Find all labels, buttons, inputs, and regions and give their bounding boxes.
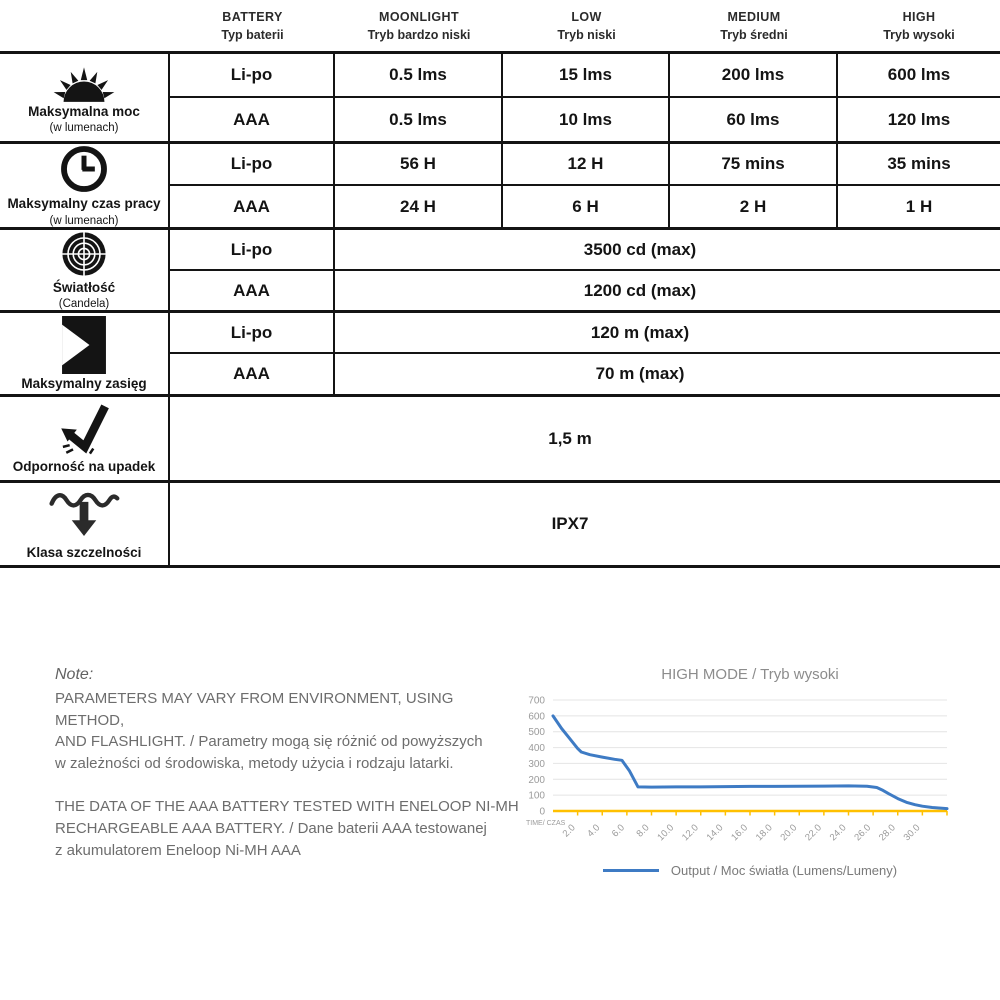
column-header-pl: Typ baterii: [221, 28, 284, 42]
note-line: RECHARGEABLE AAA BATTERY. / Dane baterii AAA testowanej: [55, 819, 487, 837]
row-label: Światłość: [52, 279, 116, 295]
sun-icon: [51, 61, 117, 102]
note-title: Note:: [55, 666, 94, 683]
battery-cell: Li-po: [170, 227, 335, 269]
battery-cell: Li-po: [170, 310, 335, 352]
note-line: AND FLASHLIGHT. / Parametry mogą się różnić od powyższych: [55, 733, 483, 751]
svg-text:700: 700: [528, 695, 545, 707]
svg-text:22.0: 22.0: [803, 822, 824, 844]
battery-cell: AAA: [170, 269, 335, 310]
row-label: Klasa szczelności: [26, 545, 142, 561]
value-cell: 24 H: [335, 184, 503, 227]
clock-icon: [59, 144, 109, 194]
value-cell-merged: 1200 cd (max): [335, 269, 1000, 310]
legend-line-swatch: [603, 869, 659, 872]
value-cell-merged: 3500 cd (max): [335, 227, 1000, 269]
row-sublabel: (Candela): [58, 298, 110, 311]
target-icon: [60, 230, 108, 278]
svg-text:0: 0: [539, 806, 545, 818]
svg-text:30.0: 30.0: [901, 822, 923, 844]
svg-text:18.0: 18.0: [753, 822, 775, 844]
svg-text:24.0: 24.0: [827, 822, 849, 844]
column-header-pl: Tryb średni: [720, 28, 788, 42]
column-header-en: MOONLIGHT: [379, 10, 459, 24]
column-header-pl: Tryb niski: [557, 28, 616, 42]
row-header-runtime: [0, 141, 170, 227]
note-line: w zależności od środowiska, metody użycia i rodzaju latarki.: [55, 754, 454, 772]
svg-text:26.0: 26.0: [852, 822, 874, 844]
column-header-en: MEDIUM: [727, 10, 781, 24]
value-cell: 75 mins: [670, 141, 838, 184]
beam-icon: [61, 316, 107, 374]
header-empty-cell: [0, 0, 170, 51]
impact-arrow-icon: [51, 403, 117, 457]
value-cell: 60 lms: [670, 96, 838, 141]
svg-text:28.0: 28.0: [877, 822, 898, 844]
svg-text:TIME/ CZAS: TIME/ CZAS: [526, 820, 566, 827]
value-cell: 0.5 lms: [335, 51, 503, 96]
column-header-pl: Tryb wysoki: [883, 28, 955, 42]
row-label: Maksymalny zasięg: [21, 375, 147, 391]
svg-text:600: 600: [528, 711, 545, 723]
svg-text:6.0: 6.0: [609, 822, 627, 840]
value-cell: 10 lms: [503, 96, 670, 141]
row-label: Maksymalny czas pracy: [7, 196, 161, 212]
chart-legend: [520, 863, 980, 878]
row-header-max-power: [0, 51, 170, 141]
note-line: PARAMETERS MAY VARY FROM ENVIRONMENT, USING METHOD,: [55, 690, 454, 729]
battery-cell: AAA: [170, 184, 335, 227]
column-header-en: BATTERY: [222, 10, 283, 24]
legend-label: Output / Moc światła (Lumens/Lumeny): [670, 863, 898, 878]
water-submersion-icon: [47, 487, 121, 543]
note-block: [55, 666, 525, 861]
svg-text:4.0: 4.0: [585, 822, 603, 840]
column-header-high: [838, 0, 1000, 51]
value-cell: 120 lms: [838, 96, 1000, 141]
row-sublabel: (w lumenach): [49, 122, 119, 135]
value-cell: 35 mins: [838, 141, 1000, 184]
value-cell: 600 lms: [838, 51, 1000, 96]
svg-text:16.0: 16.0: [729, 822, 751, 844]
svg-text:8.0: 8.0: [634, 822, 652, 840]
svg-text:20.0: 20.0: [778, 822, 800, 844]
column-header-medium: [670, 0, 838, 51]
svg-text:100: 100: [528, 790, 545, 802]
runtime-chart: [520, 660, 1000, 895]
column-header-low: [503, 0, 670, 51]
svg-text:500: 500: [528, 727, 545, 739]
value-cell: 12 H: [503, 141, 670, 184]
value-cell: 2 H: [670, 184, 838, 227]
row-label: Odporność na upadek: [12, 458, 156, 474]
note-line: z akumulatorem Eneloop Ni-MH AAA: [55, 841, 301, 859]
value-cell-merged: 120 m (max): [335, 310, 1000, 352]
chart-title: HIGH MODE / Tryb wysoki: [661, 666, 839, 683]
value-cell: 6 H: [503, 184, 670, 227]
value-cell-merged: IPX7: [170, 480, 1000, 565]
svg-text:400: 400: [528, 743, 545, 755]
row-header-impact: [0, 394, 170, 480]
battery-cell: Li-po: [170, 51, 335, 96]
battery-cell: Li-po: [170, 141, 335, 184]
column-header-battery: [170, 0, 335, 51]
column-header-pl: Tryb bardzo niski: [367, 28, 471, 42]
svg-text:12.0: 12.0: [680, 822, 701, 844]
value-cell: 1 H: [838, 184, 1000, 227]
svg-text:10.0: 10.0: [655, 822, 677, 844]
row-header-beam-distance: [0, 310, 170, 394]
row-sublabel: (w lumenach): [49, 214, 119, 227]
column-header-en: LOW: [571, 10, 602, 24]
row-label: Maksymalna moc: [28, 103, 140, 119]
svg-text:200: 200: [528, 774, 545, 786]
value-cell-merged: 1,5 m: [170, 394, 1000, 480]
column-header-en: HIGH: [902, 10, 936, 24]
value-cell: 200 lms: [670, 51, 838, 96]
svg-text:300: 300: [528, 758, 545, 770]
value-cell: 0.5 lms: [335, 96, 503, 141]
note-line: THE DATA OF THE AAA BATTERY TESTED WITH ENELOOP NI-MH: [55, 798, 519, 816]
value-cell: 56 H: [335, 141, 503, 184]
row-header-waterproof: [0, 480, 170, 565]
chart-plot-area: [520, 660, 1000, 860]
row-header-intensity: [0, 227, 170, 310]
value-cell-merged: 70 m (max): [335, 352, 1000, 394]
svg-text:2.0: 2.0: [560, 822, 578, 840]
value-cell: 15 lms: [503, 51, 670, 96]
svg-text:14.0: 14.0: [704, 822, 726, 844]
battery-cell: AAA: [170, 96, 335, 141]
column-header-moonlight: [335, 0, 503, 51]
battery-cell: AAA: [170, 352, 335, 394]
